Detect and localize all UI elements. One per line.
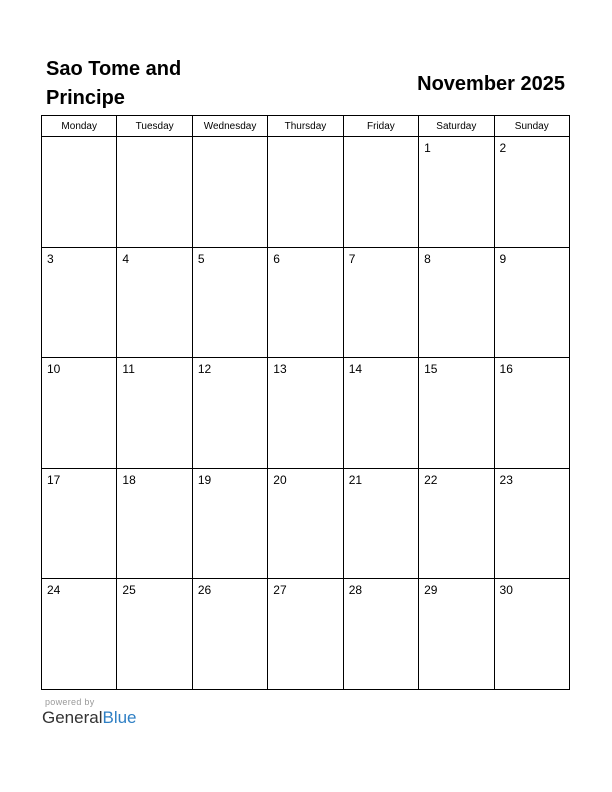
day-cell (268, 468, 343, 579)
day-cell (117, 137, 192, 248)
day-number: 30 (499, 583, 513, 597)
day-cell (268, 137, 343, 248)
day-number: 24 (47, 583, 61, 597)
weekday-header-row (42, 116, 570, 137)
day-number: 18 (122, 472, 136, 487)
day-number (193, 137, 267, 141)
day-cell (42, 358, 117, 469)
day-number: 1 (424, 141, 431, 155)
week-row (42, 468, 570, 579)
day-cell (343, 468, 418, 579)
day-cell (419, 247, 494, 358)
day-cell (419, 137, 494, 248)
day-cell (117, 358, 192, 469)
day-number: 22 (424, 472, 438, 487)
weekday-tuesday: Tuesday (117, 116, 192, 137)
day-cell (192, 579, 267, 690)
weekday-thursday: Thursday (268, 116, 343, 137)
day-cell (494, 358, 569, 469)
day-number (117, 137, 191, 141)
day-cell (42, 247, 117, 358)
day-cell (343, 137, 418, 248)
day-number: 7 (348, 251, 356, 266)
day-number: 15 (424, 362, 438, 376)
day-cell (343, 358, 418, 469)
day-number: 11 (122, 362, 135, 376)
day-cell (343, 247, 418, 358)
day-number (344, 137, 418, 141)
day-number: 2 (499, 141, 507, 155)
day-number: 27 (273, 583, 287, 597)
day-cell (419, 358, 494, 469)
day-number: 13 (273, 362, 287, 376)
day-number: 19 (197, 472, 212, 487)
day-number: 9 (499, 251, 507, 266)
brand-blue-text: Blue (102, 708, 137, 727)
day-cell (268, 358, 343, 469)
week-row (42, 247, 570, 358)
day-number: 12 (197, 362, 212, 376)
day-cell (117, 579, 192, 690)
weekday-sunday: Sunday (494, 116, 569, 137)
day-cell (192, 468, 267, 579)
day-number: 20 (273, 472, 287, 487)
day-cell (494, 579, 569, 690)
country-title: Sao Tome and Principe (46, 58, 182, 109)
day-number: 5 (197, 251, 205, 266)
day-cell (192, 247, 267, 358)
day-number (268, 137, 342, 141)
weekday-saturday: Saturday (419, 116, 494, 137)
day-number: 25 (122, 583, 136, 597)
day-number: 10 (47, 362, 61, 376)
weekday-monday: Monday (42, 116, 117, 137)
day-cell (42, 579, 117, 690)
day-number: 16 (499, 362, 513, 376)
day-number: 28 (348, 583, 363, 597)
day-cell (494, 468, 569, 579)
day-cell (419, 579, 494, 690)
day-cell (192, 137, 267, 248)
weekday-wednesday: Wednesday (192, 116, 267, 137)
week-row (42, 358, 570, 469)
powered-by-label: powered by (45, 697, 95, 707)
day-cell (42, 468, 117, 579)
generalblue-logo[interactable] (42, 707, 137, 729)
day-number: 3 (47, 251, 54, 266)
day-cell (343, 579, 418, 690)
day-number (42, 137, 116, 141)
day-cell (117, 468, 192, 579)
day-cell (117, 247, 192, 358)
day-number: 6 (273, 251, 280, 266)
day-number: 26 (197, 583, 212, 597)
day-number: 23 (499, 472, 513, 487)
week-row (42, 579, 570, 690)
day-number: 29 (424, 583, 438, 597)
month-title: November 2025 (417, 73, 565, 95)
day-number: 14 (348, 362, 363, 376)
day-cell (42, 137, 117, 248)
weekday-friday: Friday (343, 116, 418, 137)
day-cell (268, 579, 343, 690)
day-cell (268, 247, 343, 358)
day-cell (494, 137, 569, 248)
day-number: 8 (424, 251, 431, 266)
day-cell (494, 247, 569, 358)
day-number: 17 (47, 472, 61, 487)
day-number: 4 (122, 251, 130, 266)
brand-general-text: General (42, 708, 103, 727)
week-row (42, 137, 570, 248)
day-cell (192, 358, 267, 469)
day-cell (419, 468, 494, 579)
day-number: 21 (348, 472, 363, 487)
calendar-grid (41, 115, 570, 690)
